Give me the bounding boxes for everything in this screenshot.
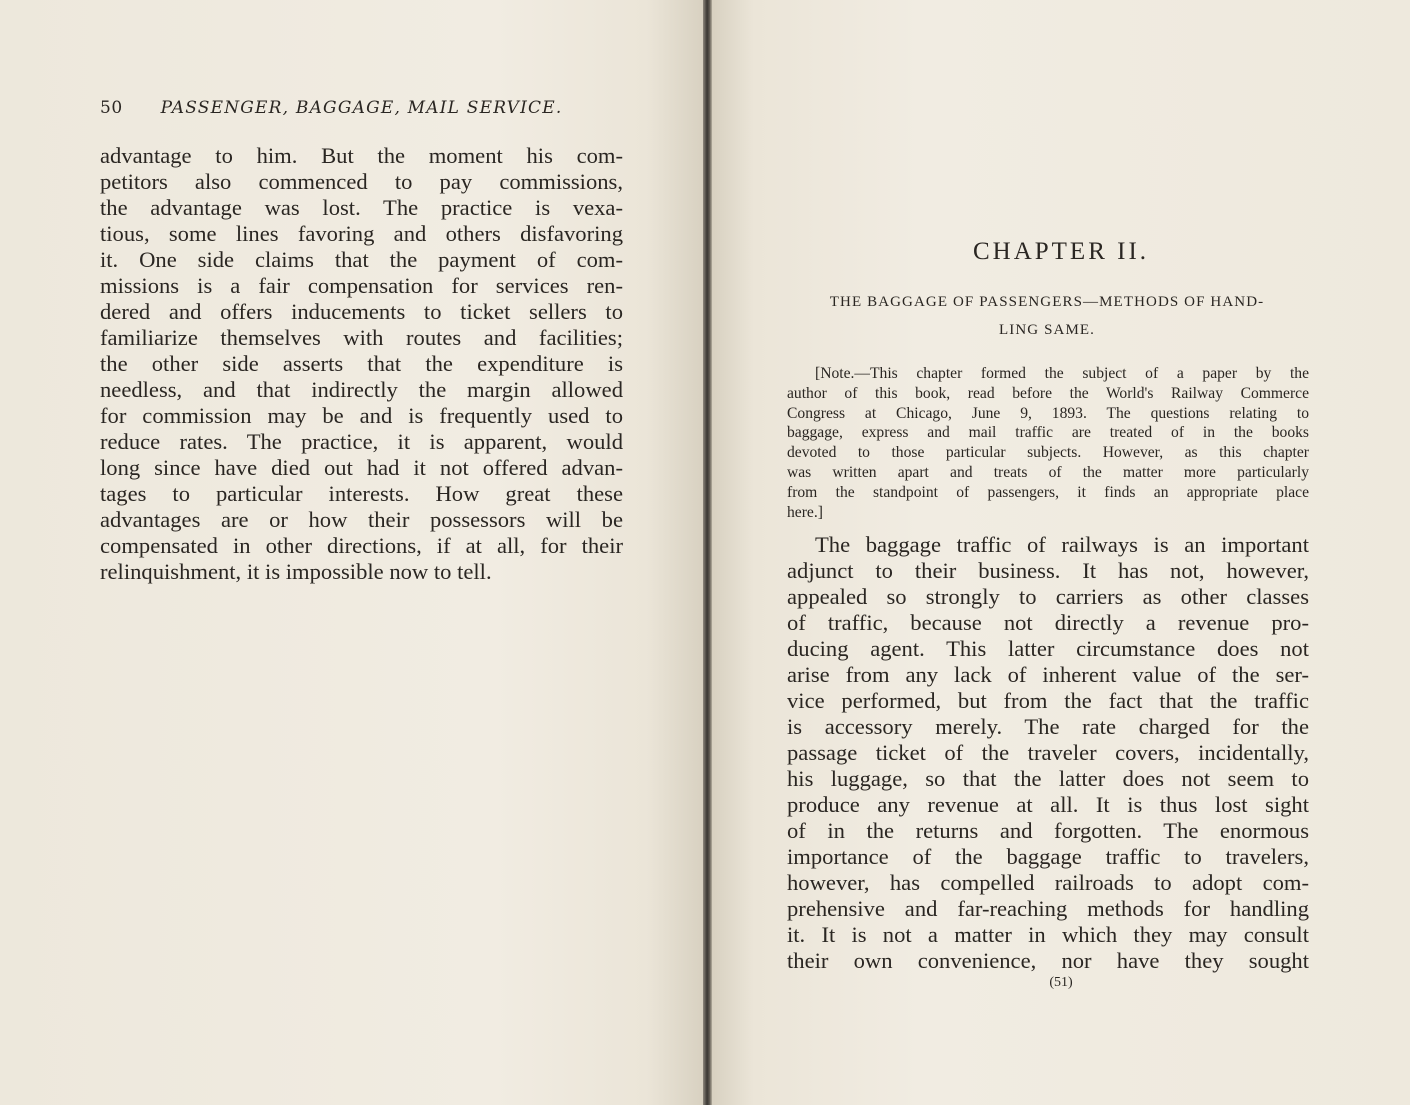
text-line: his luggage, so that the latter does not seem to [787,766,1309,791]
text-line: petitors also commenced to pay commissions, [100,169,623,194]
chapter-subtitle-line: LING SAME. [999,322,1095,338]
text-line: vice performed, but from the fact that the traffic [787,688,1309,713]
text-line: missions is a fair compensation for services ren- [100,273,623,298]
text-line: however, has compelled railroads to adopt com- [787,870,1309,895]
text-line: importance of the baggage traffic to travelers, [787,844,1309,869]
text-line: appealed so strongly to carriers as other classes [787,584,1309,609]
text-line: is accessory merely. The rate charged for the [787,714,1309,739]
text-line: familiarize themselves with routes and facilities; [100,325,623,350]
text-line: relinquishment, it is impossible now to tell. [100,559,492,584]
text-line: their own convenience, nor have they sought [787,948,1309,973]
note-line: [Note.—This chapter formed the subject of a paper by the [815,365,1309,382]
text-line: prehensive and far-reaching methods for handling [787,896,1309,921]
note-line: from the standpoint of passengers, it finds an appropriate place [787,483,1309,501]
note-line: author of this book, read before the World's Railway Commerce [787,384,1309,402]
text-line: for commission may be and is frequently used to [100,403,623,428]
left-page-body [100,143,623,585]
running-head [100,98,620,118]
chapter-subtitle-line: THE BAGGAGE OF PASSENGERS—METHODS OF HAND- [829,294,1265,310]
text-line: it. It is not a matter in which they may consult [787,922,1309,947]
right-page-body [787,532,1309,974]
text-line: advantage to him. But the moment his com- [100,143,623,168]
text-line: needless, and that indirectly the margin allowed [100,377,623,402]
running-head-title: PASSENGER, BAGGAGE, MAIL SERVICE. [160,98,563,118]
note-line: devoted to those particular subjects. However, as this chapter [787,444,1309,462]
text-line: The baggage traffic of railways is an important [815,532,1309,557]
note-line: here.] [787,503,823,521]
chapter-note [787,364,1309,522]
text-line: tages to particular interests. How great these [100,481,623,506]
text-line: dered and offers inducements to ticket sellers to [100,299,623,324]
text-line: the other side asserts that the expenditure is [100,351,623,376]
text-line: arise from any lack of inherent value of the ser- [787,662,1309,687]
text-line: adjunct to their business. It has not, however, [787,558,1309,583]
text-line: long since have died out had it not offered advan- [100,455,623,480]
chapter-title: CHAPTER II. [972,238,1150,265]
text-line: it. One side claims that the payment of com- [100,247,623,272]
note-line: baggage, express and mail traffic are treated of in the books [787,424,1309,442]
chapter-subtitle [785,288,1309,344]
text-line: advantages are or how their possessors will be [100,507,623,532]
book-gutter [703,0,712,1105]
right-page-folio: (51) [1049,975,1073,990]
text-line: the advantage was lost. The practice is vexa- [100,195,623,220]
text-line: reduce rates. The practice, it is apparent, would [100,429,623,454]
text-line: of traffic, because not directly a revenue pro- [787,610,1309,635]
text-line: passage ticket of the traveler covers, incidentally, [787,740,1309,765]
text-line: compensated in other directions, if at all, for their [100,533,623,558]
text-line: ducing agent. This latter circumstance does not [787,636,1309,661]
note-line: was written apart and treats of the matter more particularly [787,463,1309,481]
text-line: tious, some lines favoring and others disfavoring [100,221,623,246]
text-line: of in the returns and forgotten. The enormous [787,818,1309,843]
left-page-number: 50 [100,98,123,118]
note-line: Congress at Chicago, June 9, 1893. The questions relating to [787,404,1309,422]
text-line: produce any revenue at all. It is thus lost sight [787,792,1309,817]
